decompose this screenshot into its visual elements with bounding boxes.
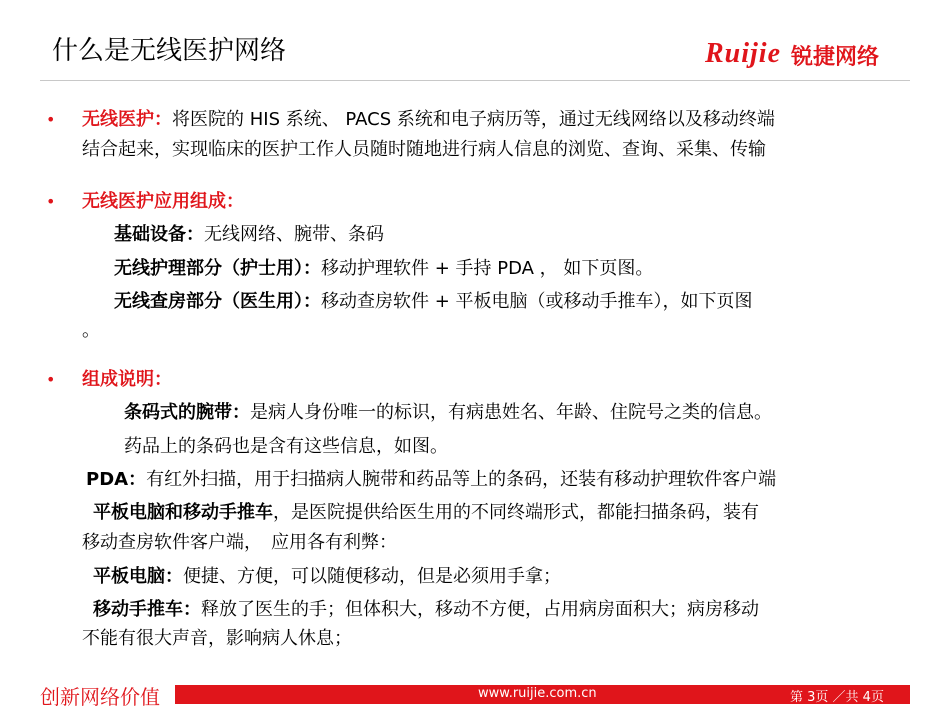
section2-heading bbox=[82, 187, 244, 213]
header-divider bbox=[40, 80, 910, 81]
row2-text: 移动护理软件 + 手持 PDA ， 如下页图。 bbox=[321, 258, 654, 279]
section1-heading: 无线医护： bbox=[82, 109, 172, 130]
ruijie-logo bbox=[705, 38, 905, 68]
para1-text: 是病人身份唯一的标识，有病患姓名、年龄、住院号之类的信息。 bbox=[250, 402, 772, 423]
section2-heading-text: 无线医护应用组成： bbox=[82, 191, 244, 212]
row1-label: 基础设备： bbox=[114, 224, 204, 245]
section3-para4 bbox=[93, 562, 561, 588]
page-indicator: 第 3页 ／共 4页 bbox=[790, 690, 884, 705]
bullet-icon: • bbox=[46, 110, 56, 129]
section3-para5-cont: 不能有很大声音，影响病人休息； bbox=[82, 628, 352, 649]
section2-row3 bbox=[114, 287, 753, 313]
section1-line1 bbox=[82, 105, 775, 131]
section3-heading bbox=[82, 365, 172, 391]
section3-para2 bbox=[86, 465, 776, 491]
row3-text: 移动查房软件 + 平板电脑（或移动手推车），如下页图 bbox=[321, 291, 753, 312]
section2-row2 bbox=[114, 254, 653, 280]
section3-para3 bbox=[93, 498, 759, 524]
row1-text: 无线网络、腕带、条码 bbox=[204, 224, 384, 245]
section3-para1-cont: 药品上的条码也是含有这些信息，如图。 bbox=[124, 436, 448, 457]
section1-text1: 将医院的 HIS 系统、 PACS 系统和电子病历等，通过无线网络以及移动终端 bbox=[172, 109, 775, 130]
para1-label: 条码式的腕带： bbox=[124, 402, 250, 423]
para5-text: 释放了医生的手；但体积大，移动不方便，占用病房面积大；病房移动 bbox=[201, 599, 759, 620]
section3-para3-cont: 移动查房软件客户端， 应用各有利弊： bbox=[82, 532, 397, 553]
slide-title: 什么是无线医护网络 bbox=[52, 36, 287, 66]
logo-latin-text: Ruijie bbox=[705, 38, 782, 69]
slide-footer bbox=[0, 676, 950, 713]
para3-text: ，是医院提供给医生用的不同终端形式，都能扫描条码，装有 bbox=[273, 502, 759, 523]
para5-label: 移动手推车： bbox=[93, 599, 201, 620]
para4-label: 平板电脑： bbox=[93, 566, 183, 587]
section2-row1 bbox=[114, 220, 384, 246]
bullet-icon: • bbox=[46, 192, 56, 211]
para2-text: 有红外扫描，用于扫描病人腕带和药品等上的条码，还装有移动护理软件客户端 bbox=[146, 469, 777, 490]
para3-label: 平板电脑和移动手推车 bbox=[93, 502, 273, 523]
row2-label: 无线护理部分（护士用）： bbox=[114, 258, 321, 279]
section3-heading-text: 组成说明： bbox=[82, 369, 172, 390]
section1-line2: 结合起来，实现临床的医护工作人员随时随地进行病人信息的浏览、查询、采集、传输 bbox=[82, 139, 766, 160]
bullet-icon: • bbox=[46, 370, 56, 389]
logo-chinese-text: 锐捷网络 bbox=[791, 45, 880, 70]
footer-slogan: 创新网络价值 bbox=[40, 685, 160, 709]
section3-para5 bbox=[93, 595, 759, 621]
para2-label: PDA： bbox=[86, 469, 147, 490]
footer-url: www.ruijie.com.cn bbox=[478, 686, 597, 701]
row3-label: 无线查房部分（医生用）： bbox=[114, 291, 321, 312]
para4-text: 便捷、方便，可以随便移动，但是必须用手拿； bbox=[183, 566, 561, 587]
section2-row3-cont: 。 bbox=[82, 320, 100, 341]
section3-para1 bbox=[124, 398, 772, 424]
